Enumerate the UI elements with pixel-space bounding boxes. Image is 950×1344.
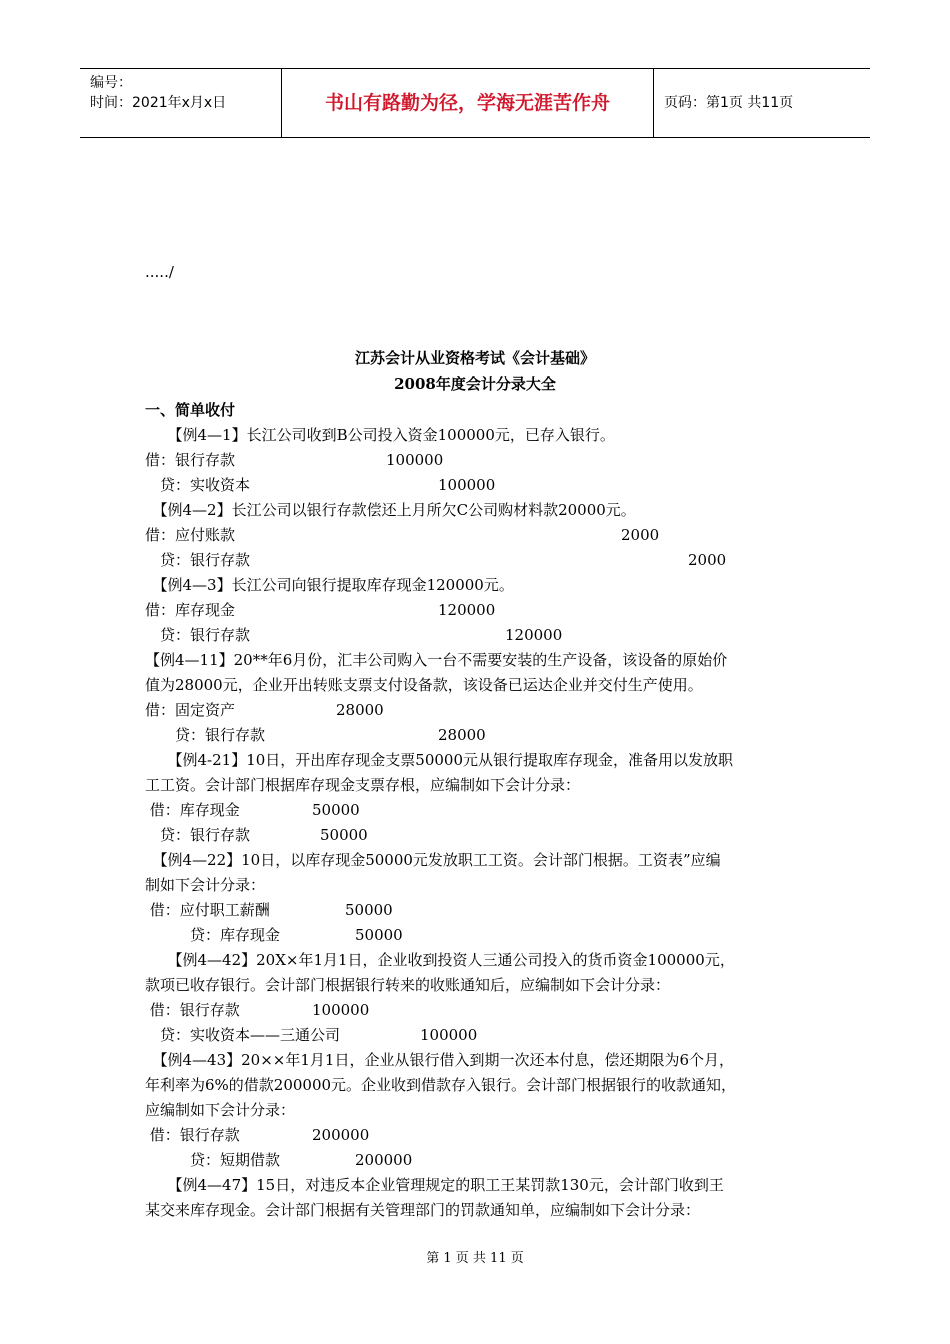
entry-amount: 200000 (355, 1151, 413, 1169)
text-line: 【例4—3】长江公司向银行提取库存现金120000元。 (145, 576, 514, 594)
text-line: 【例4—1】长江公司收到B公司投入资金100000元，已存入银行。 (145, 426, 615, 444)
entry-line: 贷：银行存款 (145, 726, 266, 744)
entry-line: 贷：库存现金 (145, 926, 281, 944)
entry-amount: 2000 (621, 526, 660, 544)
entry-amount: 50000 (345, 901, 393, 919)
text-line: 工工资。会计部门根据库存现金支票存根，应编制如下会计分录： (145, 776, 581, 794)
text-line: 制如下会计分录： (145, 876, 266, 894)
entry-amount: 28000 (336, 701, 384, 719)
section-heading: 一、简单收付 (145, 401, 236, 419)
text-line: 值为28000元，企业开出转账支票支付设备款，该设备已运达企业并交付生产使用。 (145, 676, 703, 694)
page-footer: 第 1 页 共 11 页 (426, 1251, 524, 1266)
text-line: 应编制如下会计分录： (145, 1101, 296, 1119)
motto: 书山有路勤为径，学海无涯苦作舟 (282, 69, 654, 137)
document-title: 江苏会计从业资格考试《会计基础》 (354, 349, 595, 367)
entry-amount: 120000 (505, 626, 563, 644)
entry-amount: 50000 (312, 801, 360, 819)
text-line: 年利率为6%的借款200000元。企业收到借款存入银行。会计部门根据银行的收款通知， (145, 1076, 737, 1094)
entry-line: 贷：实收资本 (145, 476, 251, 494)
text-line: 【例4—42】20X×年1月1日，企业收到投资人三通公司投入的货币资金100000元， (145, 951, 735, 969)
entry-line: 贷：短期借款 (145, 1151, 281, 1169)
entry-amount: 100000 (438, 476, 496, 494)
number-label: 编号： (90, 75, 132, 91)
text-line: 【例4—22】10日，以库存现金50000元发放职工工资。会计部门根据。工资表”应编 (145, 851, 721, 869)
entry-amount: 28000 (438, 726, 486, 744)
entry-amount: 100000 (312, 1001, 370, 1019)
entry-line: 借：银行存款 (145, 1126, 240, 1144)
text-line: 【例4—47】15日，对违反本企业管理规定的职工王某罚款130元，会计部门收到王 (145, 1176, 724, 1194)
document-subtitle: 2008年度会计分录大全 (394, 375, 556, 393)
entry-amount: 50000 (355, 926, 403, 944)
entry-amount: 120000 (438, 601, 496, 619)
header-table (80, 68, 870, 138)
page-info: 页码：第1页 共11页 (664, 95, 794, 111)
entry-line: 借：银行存款 (145, 1001, 240, 1019)
entry-line: 贷：银行存款 (145, 626, 251, 644)
entry-line: 贷：银行存款 (145, 826, 251, 844)
entry-amount: 50000 (320, 826, 368, 844)
entry-amount: 100000 (420, 1026, 478, 1044)
dots-text: ...../ (145, 263, 174, 281)
text-line: 【例4—43】20××年1月1日，企业从银行借入到期一次还本付息，偿还期限为6个月， (145, 1051, 734, 1069)
entry-line: 贷：银行存款 (145, 551, 251, 569)
text-line: 【例4—11】20**年6月份，汇丰公司购入一台不需要安装的生产设备，该设备的原始价 (145, 651, 728, 669)
text-line: 【例4-21】10日，开出库存现金支票50000元从银行提取库存现金，准备用以发放职 (145, 751, 734, 769)
entry-amount: 200000 (312, 1126, 370, 1144)
entry-line: 借：应付职工薪酬 (145, 901, 270, 919)
text-line: 款项已收存银行。会计部门根据银行转来的收账通知后，应编制如下会计分录： (145, 976, 671, 994)
text-line: 【例4—2】长江公司以银行存款偿还上月所欠C公司购材料款20000元。 (145, 501, 636, 519)
entry-line: 借：库存现金 (145, 801, 240, 819)
entry-line: 借：库存现金 (145, 601, 236, 619)
entry-line: 贷：实收资本——三通公司 (145, 1026, 341, 1044)
entry-line: 借：固定资产 (145, 701, 236, 719)
header-meta-cell (80, 69, 282, 137)
entry-line: 借：应付账款 (145, 526, 236, 544)
entry-amount: 2000 (688, 551, 727, 569)
text-line: 某交来库存现金。会计部门根据有关管理部门的罚款通知单，应编制如下会计分录： (145, 1201, 701, 1219)
entry-amount: 100000 (386, 451, 444, 469)
time-label: 时间：2021年x月x日 (90, 95, 227, 111)
entry-line: 借：银行存款 (145, 451, 236, 469)
